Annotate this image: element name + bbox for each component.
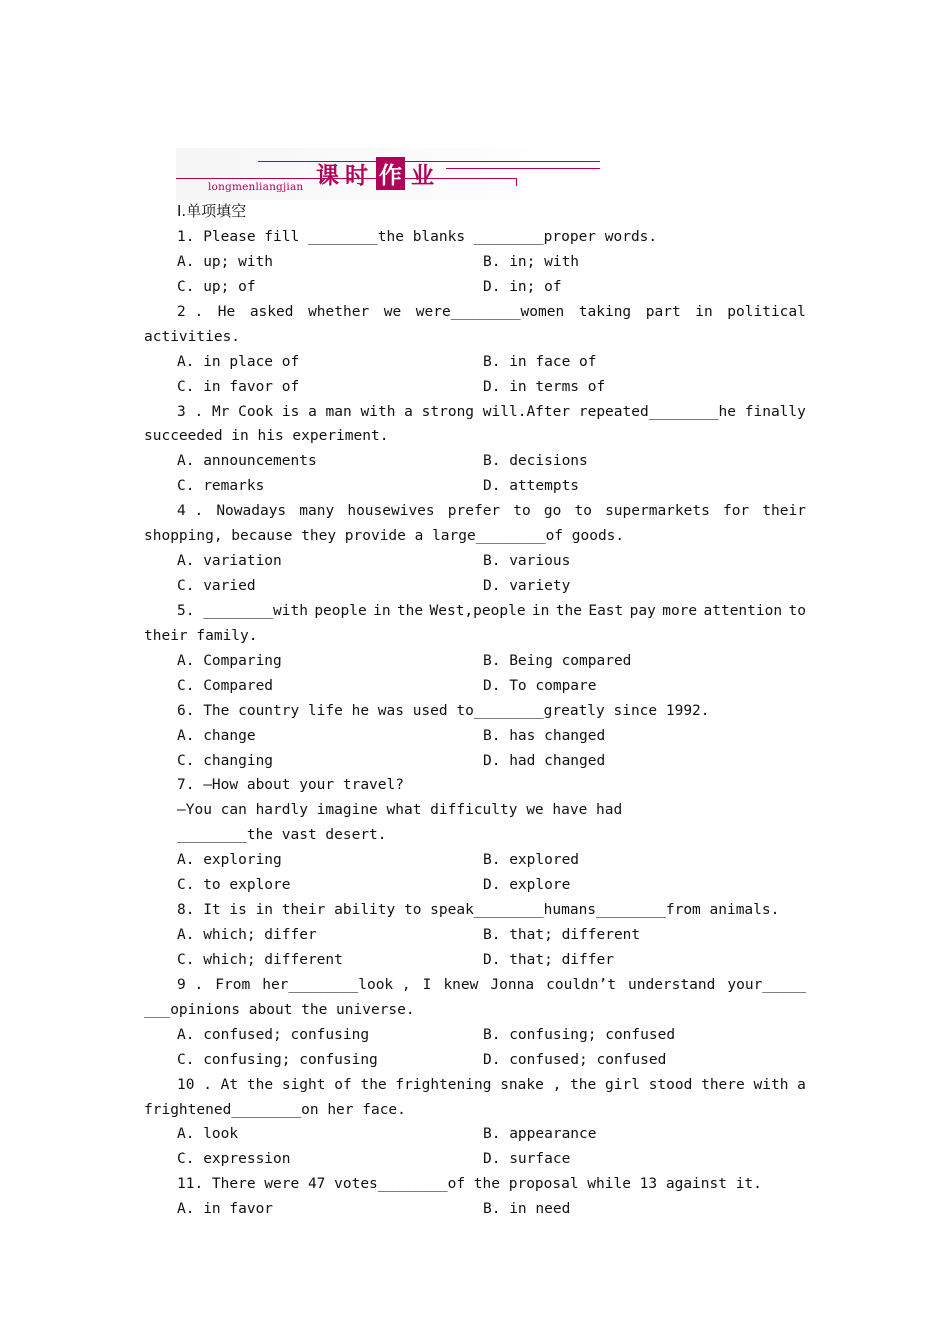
answer-option: A. variation bbox=[177, 553, 282, 569]
answer-option: A. in place of bbox=[177, 354, 300, 370]
stem-word: West,people bbox=[429, 603, 526, 619]
answer-option: C. which; different bbox=[177, 952, 343, 968]
stem-word: with bbox=[753, 1077, 789, 1093]
stem-word: girl bbox=[605, 1077, 640, 1093]
answer-option: B. in need bbox=[483, 1201, 571, 1217]
stem-word: political bbox=[727, 304, 806, 320]
answer-option: B. appearance bbox=[483, 1126, 597, 1142]
stem-word: snake , bbox=[500, 1077, 562, 1093]
stem-word: From bbox=[215, 977, 251, 993]
stem-word: 5. ________with bbox=[177, 603, 308, 619]
answer-option: B. in; with bbox=[483, 254, 580, 270]
answer-option: D. explore bbox=[483, 877, 571, 893]
answer-option: C. confusing; confusing bbox=[177, 1052, 378, 1068]
banner-title-c: 业 bbox=[411, 162, 440, 189]
question-stem-justified bbox=[177, 601, 806, 621]
question-stem-justified bbox=[177, 402, 806, 422]
section-heading: Ⅰ.单项填空 bbox=[177, 202, 247, 220]
stem-word: in bbox=[531, 603, 550, 619]
stem-word: in bbox=[373, 603, 391, 619]
question-stem-continued: succeeded in his experiment. bbox=[144, 428, 389, 444]
stem-word: Jonna bbox=[490, 977, 535, 993]
answer-option: B. in face of bbox=[483, 354, 597, 370]
stem-word: finally bbox=[744, 404, 806, 420]
question-stem: —You can hardly imagine what difficulty we have had bbox=[177, 802, 623, 818]
question-stem-continued: ___opinions about the universe. bbox=[144, 1002, 415, 1018]
question-stem-continued: activities. bbox=[144, 329, 241, 345]
answer-option: C. in favor of bbox=[177, 379, 300, 395]
stem-word: sight bbox=[281, 1077, 326, 1093]
banner-subtitle: longmenliangjian bbox=[208, 181, 304, 193]
answer-option: C. up; of bbox=[177, 279, 256, 295]
stem-word: a bbox=[404, 404, 413, 420]
stem-word: a bbox=[797, 1077, 806, 1093]
stem-word: repeated________he bbox=[578, 404, 736, 420]
stem-word: to bbox=[788, 603, 806, 619]
stem-word: for bbox=[722, 503, 750, 519]
stem-word: part bbox=[645, 304, 681, 320]
question-stem-continued: their family. bbox=[144, 628, 258, 644]
question-stem: 7. —How about your travel? bbox=[177, 777, 404, 793]
stem-word: more bbox=[662, 603, 698, 619]
answer-option: B. various bbox=[483, 553, 571, 569]
stem-word: I bbox=[422, 977, 432, 993]
answer-option: A. exploring bbox=[177, 852, 282, 868]
stem-word: 4 . bbox=[177, 503, 204, 519]
stem-word: 2 . bbox=[177, 304, 204, 320]
answer-option: B. decisions bbox=[483, 453, 588, 469]
stem-word: East bbox=[588, 603, 624, 619]
banner-title-a: 课时 bbox=[316, 162, 374, 189]
answer-option: D. in terms of bbox=[483, 379, 606, 395]
answer-option: A. look bbox=[177, 1126, 239, 1142]
question-stem-justified bbox=[177, 1075, 806, 1095]
banner-rule-tick bbox=[516, 178, 517, 186]
answer-option: B. explored bbox=[483, 852, 580, 868]
banner-title-highlight: 作 bbox=[376, 157, 405, 190]
stem-word: At bbox=[220, 1077, 239, 1093]
answer-option: C. varied bbox=[177, 578, 256, 594]
stem-word: of bbox=[334, 1077, 352, 1093]
stem-word: 10 . bbox=[177, 1077, 212, 1093]
answer-option: D. To compare bbox=[483, 678, 597, 694]
answer-option: A. confused; confusing bbox=[177, 1027, 370, 1043]
answer-option: C. to explore bbox=[177, 877, 291, 893]
answer-option: D. in; of bbox=[483, 279, 562, 295]
stem-word: prefer bbox=[447, 503, 501, 519]
stem-word: go bbox=[543, 503, 562, 519]
homework-banner bbox=[176, 148, 600, 200]
stem-word: pay bbox=[629, 603, 656, 619]
answer-option: D. surface bbox=[483, 1151, 571, 1167]
answer-option: C. expression bbox=[177, 1151, 291, 1167]
answer-option: B. that; different bbox=[483, 927, 641, 943]
banner-top-rule-2 bbox=[446, 168, 600, 169]
stem-word: her________look , bbox=[262, 977, 411, 993]
question-stem: ________the vast desert. bbox=[177, 827, 387, 843]
answer-option: A. announcements bbox=[177, 453, 317, 469]
stem-word: 9 . bbox=[177, 977, 204, 993]
stem-word: the bbox=[246, 1077, 274, 1093]
answer-option: A. Comparing bbox=[177, 653, 282, 669]
stem-word: with bbox=[360, 404, 396, 420]
stem-word: strong bbox=[421, 404, 475, 420]
answer-option: B. Being compared bbox=[483, 653, 632, 669]
question-stem: 11. There were 47 votes________of the proposal while 13 against it. bbox=[177, 1176, 762, 1192]
stem-word: stood bbox=[648, 1077, 693, 1093]
stem-word: asked bbox=[249, 304, 294, 320]
stem-word: Nowadays bbox=[216, 503, 287, 519]
question-stem-continued: frightened________on her face. bbox=[144, 1102, 406, 1118]
question-stem-justified bbox=[177, 975, 806, 995]
stem-word: frightening bbox=[395, 1077, 492, 1093]
answer-option: D. attempts bbox=[483, 478, 580, 494]
stem-word: people bbox=[314, 603, 367, 619]
banner-title bbox=[316, 158, 440, 188]
stem-word: the bbox=[555, 603, 582, 619]
stem-word: the bbox=[570, 1077, 597, 1093]
stem-word: the bbox=[396, 603, 424, 619]
question-stem: 6. The country life he was used to________greatly since 1992. bbox=[177, 703, 710, 719]
answer-option: B. confusing; confused bbox=[483, 1027, 676, 1043]
stem-word: Cook bbox=[238, 404, 274, 420]
answer-option: A. which; differ bbox=[177, 927, 317, 943]
stem-word: in bbox=[695, 304, 713, 320]
answer-option: C. changing bbox=[177, 753, 274, 769]
stem-word: your_____ bbox=[727, 977, 806, 993]
stem-word: housewives bbox=[347, 503, 435, 519]
stem-word: He bbox=[217, 304, 236, 320]
answer-option: A. up; with bbox=[177, 254, 274, 270]
stem-word: will.After bbox=[482, 404, 571, 420]
stem-word: understand bbox=[628, 977, 716, 993]
answer-option: A. in favor bbox=[177, 1201, 274, 1217]
stem-word: to bbox=[574, 503, 592, 519]
answer-option: C. remarks bbox=[177, 478, 265, 494]
stem-word: their bbox=[762, 503, 806, 519]
stem-word: to bbox=[513, 503, 531, 519]
answer-option: D. confused; confused bbox=[483, 1052, 667, 1068]
stem-word: attention bbox=[703, 603, 783, 619]
answer-option: D. variety bbox=[483, 578, 571, 594]
stem-word: were________women bbox=[415, 304, 565, 320]
stem-word: many bbox=[299, 503, 335, 519]
answer-option: B. has changed bbox=[483, 728, 606, 744]
stem-word: is bbox=[281, 404, 300, 420]
stem-word: taking bbox=[578, 304, 632, 320]
question-stem: 8. It is in their ability to speak________humans________from animals. bbox=[177, 902, 780, 918]
stem-word: we bbox=[383, 304, 402, 320]
stem-word: knew bbox=[443, 977, 479, 993]
question-stem-continued: shopping, because they provide a large________of goods. bbox=[144, 528, 625, 544]
question-stem-justified bbox=[177, 501, 806, 521]
stem-word: couldn’t bbox=[546, 977, 616, 993]
answer-option: D. had changed bbox=[483, 753, 606, 769]
stem-word: whether bbox=[308, 304, 370, 320]
answer-option: D. that; differ bbox=[483, 952, 614, 968]
stem-word: a bbox=[308, 404, 317, 420]
stem-word: supermarkets bbox=[605, 503, 710, 519]
stem-word: Mr bbox=[211, 404, 230, 420]
stem-word: man bbox=[325, 404, 352, 420]
question-stem-justified bbox=[177, 302, 806, 322]
question-stem: 1. Please fill ________the blanks ________proper words. bbox=[177, 229, 658, 245]
stem-word: the bbox=[360, 1077, 387, 1093]
stem-word: 3 . bbox=[177, 404, 204, 420]
answer-option: A. change bbox=[177, 728, 256, 744]
answer-option: C. Compared bbox=[177, 678, 274, 694]
stem-word: there bbox=[701, 1077, 745, 1093]
